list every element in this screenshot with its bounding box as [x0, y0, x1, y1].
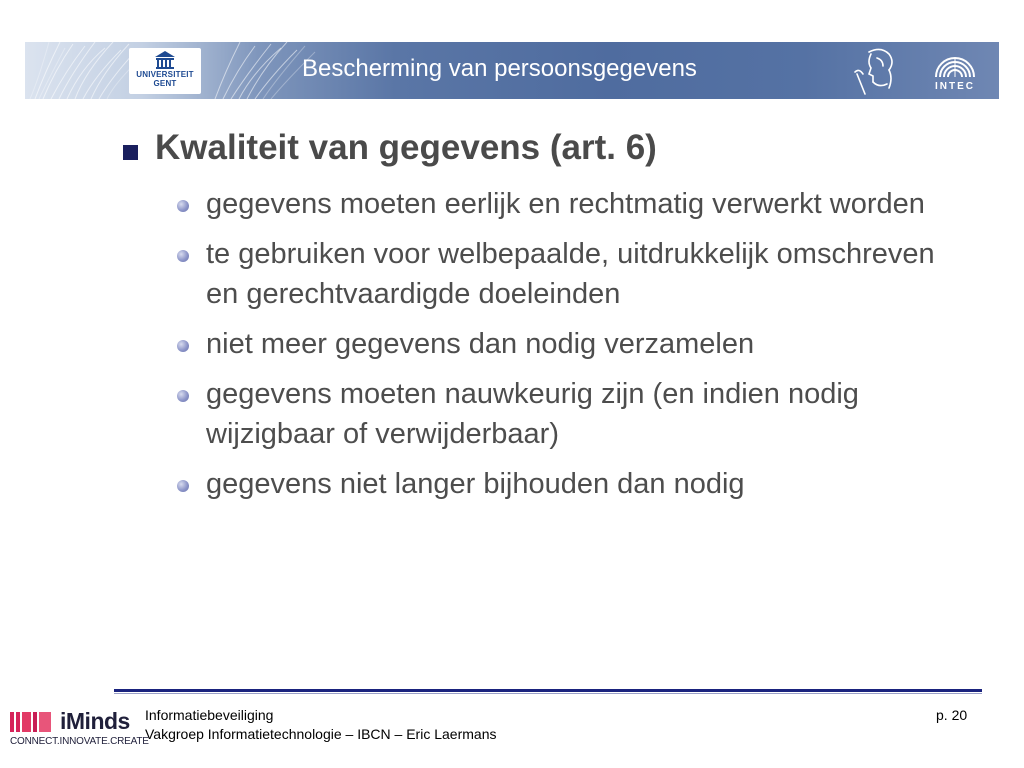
footer-divider	[114, 689, 982, 692]
round-bullet-icon	[177, 390, 189, 402]
iminds-tagline: CONNECT.INNOVATE.CREATE	[10, 736, 149, 747]
header-banner	[25, 42, 999, 99]
iminds-name: iMinds	[60, 708, 130, 734]
iminds-logo	[10, 708, 149, 752]
footer-course-name: Informatiebeveiliging	[145, 707, 274, 723]
iminds-bars-icon	[10, 710, 58, 736]
round-bullet-icon	[177, 340, 189, 352]
list-item-text: te gebruiken voor welbepaalde, uitdrukkelijk omschreven en gerechtvaardigde doeleinden	[206, 238, 935, 310]
list-item-text: gegevens moeten nauwkeurig zijn (en indien nodig wijzigbaar of verwijderbaar)	[206, 378, 859, 450]
round-bullet-icon	[177, 250, 189, 262]
list-item	[174, 234, 954, 314]
round-bullet-icon	[177, 200, 189, 212]
list-item	[174, 324, 954, 364]
intec-label: INTEC	[935, 81, 975, 92]
sub-bullet-list	[174, 184, 954, 514]
list-item-text: gegevens niet langer bijhouden dan nodig	[206, 468, 745, 500]
intec-logo	[928, 45, 982, 95]
list-item	[174, 464, 954, 504]
ugent-logo	[129, 48, 201, 94]
slide-title: Bescherming van persoonsgegevens	[302, 55, 697, 82]
footer-department: Vakgroep Informatietechnologie – IBCN – Eric Laermans	[145, 726, 497, 742]
page-number: p. 20	[936, 707, 968, 723]
ugent-name-line2: GENT	[153, 79, 177, 88]
square-bullet-icon	[123, 145, 138, 160]
ugent-name-line1: UNIVERSITEIT	[136, 70, 194, 79]
list-item	[174, 374, 954, 454]
ugent-building-icon	[129, 48, 201, 70]
list-item-text: gegevens moeten eerlijk en rechtmatig verwerkt worden	[206, 188, 925, 220]
round-bullet-icon	[177, 480, 189, 492]
list-item-text: niet meer gegevens dan nodig verzamelen	[206, 328, 755, 360]
athena-head-icon	[843, 44, 903, 97]
main-heading: Kwaliteit van gegevens (art. 6)	[155, 128, 657, 167]
list-item	[174, 184, 954, 224]
intec-arch-icon	[928, 45, 982, 81]
